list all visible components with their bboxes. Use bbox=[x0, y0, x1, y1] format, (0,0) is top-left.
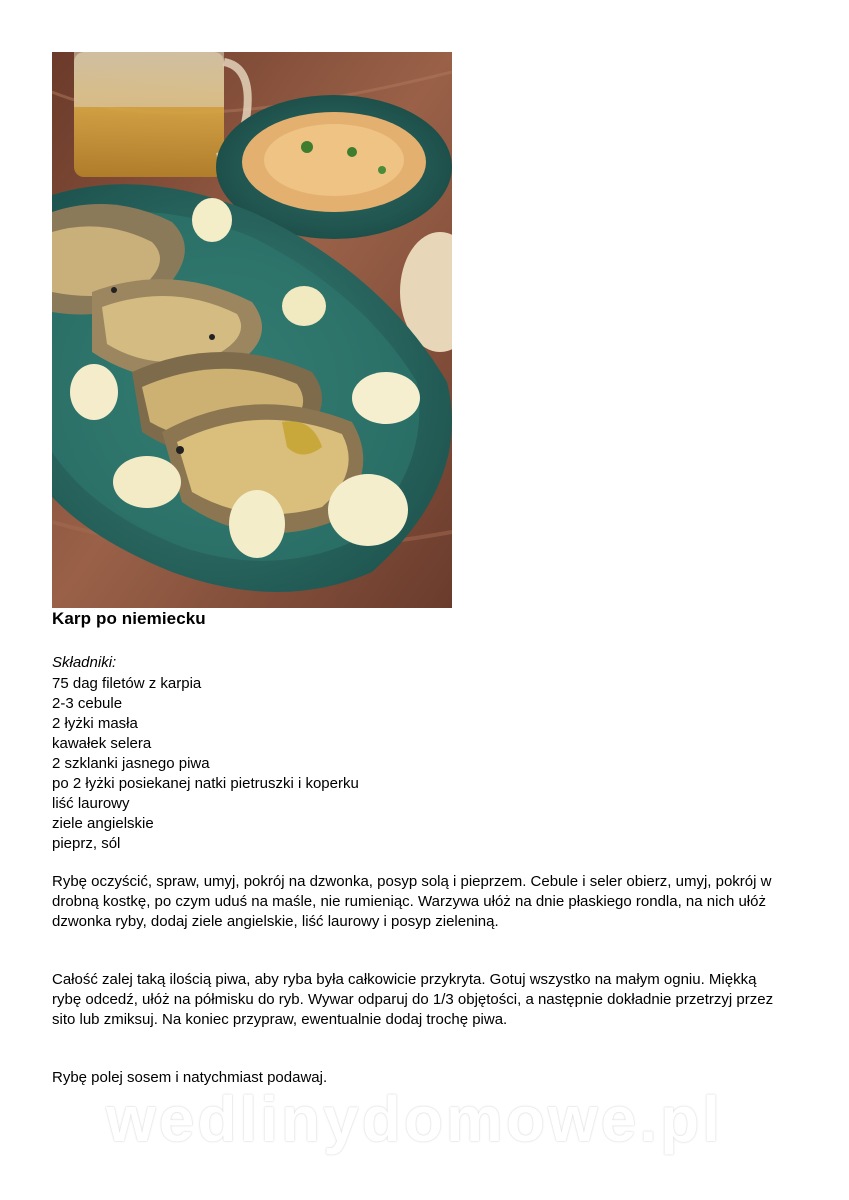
instructions-paragraph-3: Rybę polej sosem i natychmiast podawaj. bbox=[52, 1069, 328, 1086]
ingredient-item: liść laurowy bbox=[52, 795, 130, 812]
ingredient-item: 75 dag filetów z karpia bbox=[52, 675, 202, 692]
watermark: wedlinydomowe.pl bbox=[106, 1083, 723, 1155]
ingredient-item: pieprz, sól bbox=[52, 835, 121, 852]
recipe-title: Karp po niemiecku bbox=[52, 609, 206, 628]
ingredients-heading: Składniki: bbox=[52, 654, 117, 671]
recipe-photo bbox=[52, 52, 452, 608]
ingredient-item: 2 łyżki masła bbox=[52, 715, 138, 732]
instructions-paragraph-1: Rybę oczyścić, spraw, umyj, pokrój na dzwonka, posyp solą i pieprzem. Cebule i seler obierz, umyj, pokrój w drobną kostkę, po czym uduś na maśle, nie rumieniąc. Warzywa ułóż na dnie płaskiego rondla, na nich ułóż dzwonka ryby, dodaj ziele angielskie, liść laurowy i posyp zieleniną. bbox=[52, 873, 772, 930]
ingredients-list bbox=[52, 674, 359, 854]
ingredient-item: 2 szklanki jasnego piwa bbox=[52, 755, 210, 772]
ingredient-item: kawałek selera bbox=[52, 735, 152, 752]
ingredient-item: ziele angielskie bbox=[52, 815, 154, 832]
instructions-paragraph-2: Całość zalej taką ilością piwa, aby ryba była całkowicie przykryta. Gotuj wszystko na małym ogniu. Miękką rybę odcedź, ułóż na półmisku do ryb. Wywar odparuj do 1/3 objętości, a następnie dokładnie przetrzyj przez sito lub zmiksuj. Na koniec przypraw, ewentualnie dodaj trochę piwa. bbox=[52, 971, 774, 1028]
ingredient-item: po 2 łyżki posiekanej natki pietruszki i koperku bbox=[52, 775, 359, 792]
carp-dish-photo-icon bbox=[52, 52, 452, 608]
ingredient-item: 2-3 cebule bbox=[52, 695, 123, 712]
